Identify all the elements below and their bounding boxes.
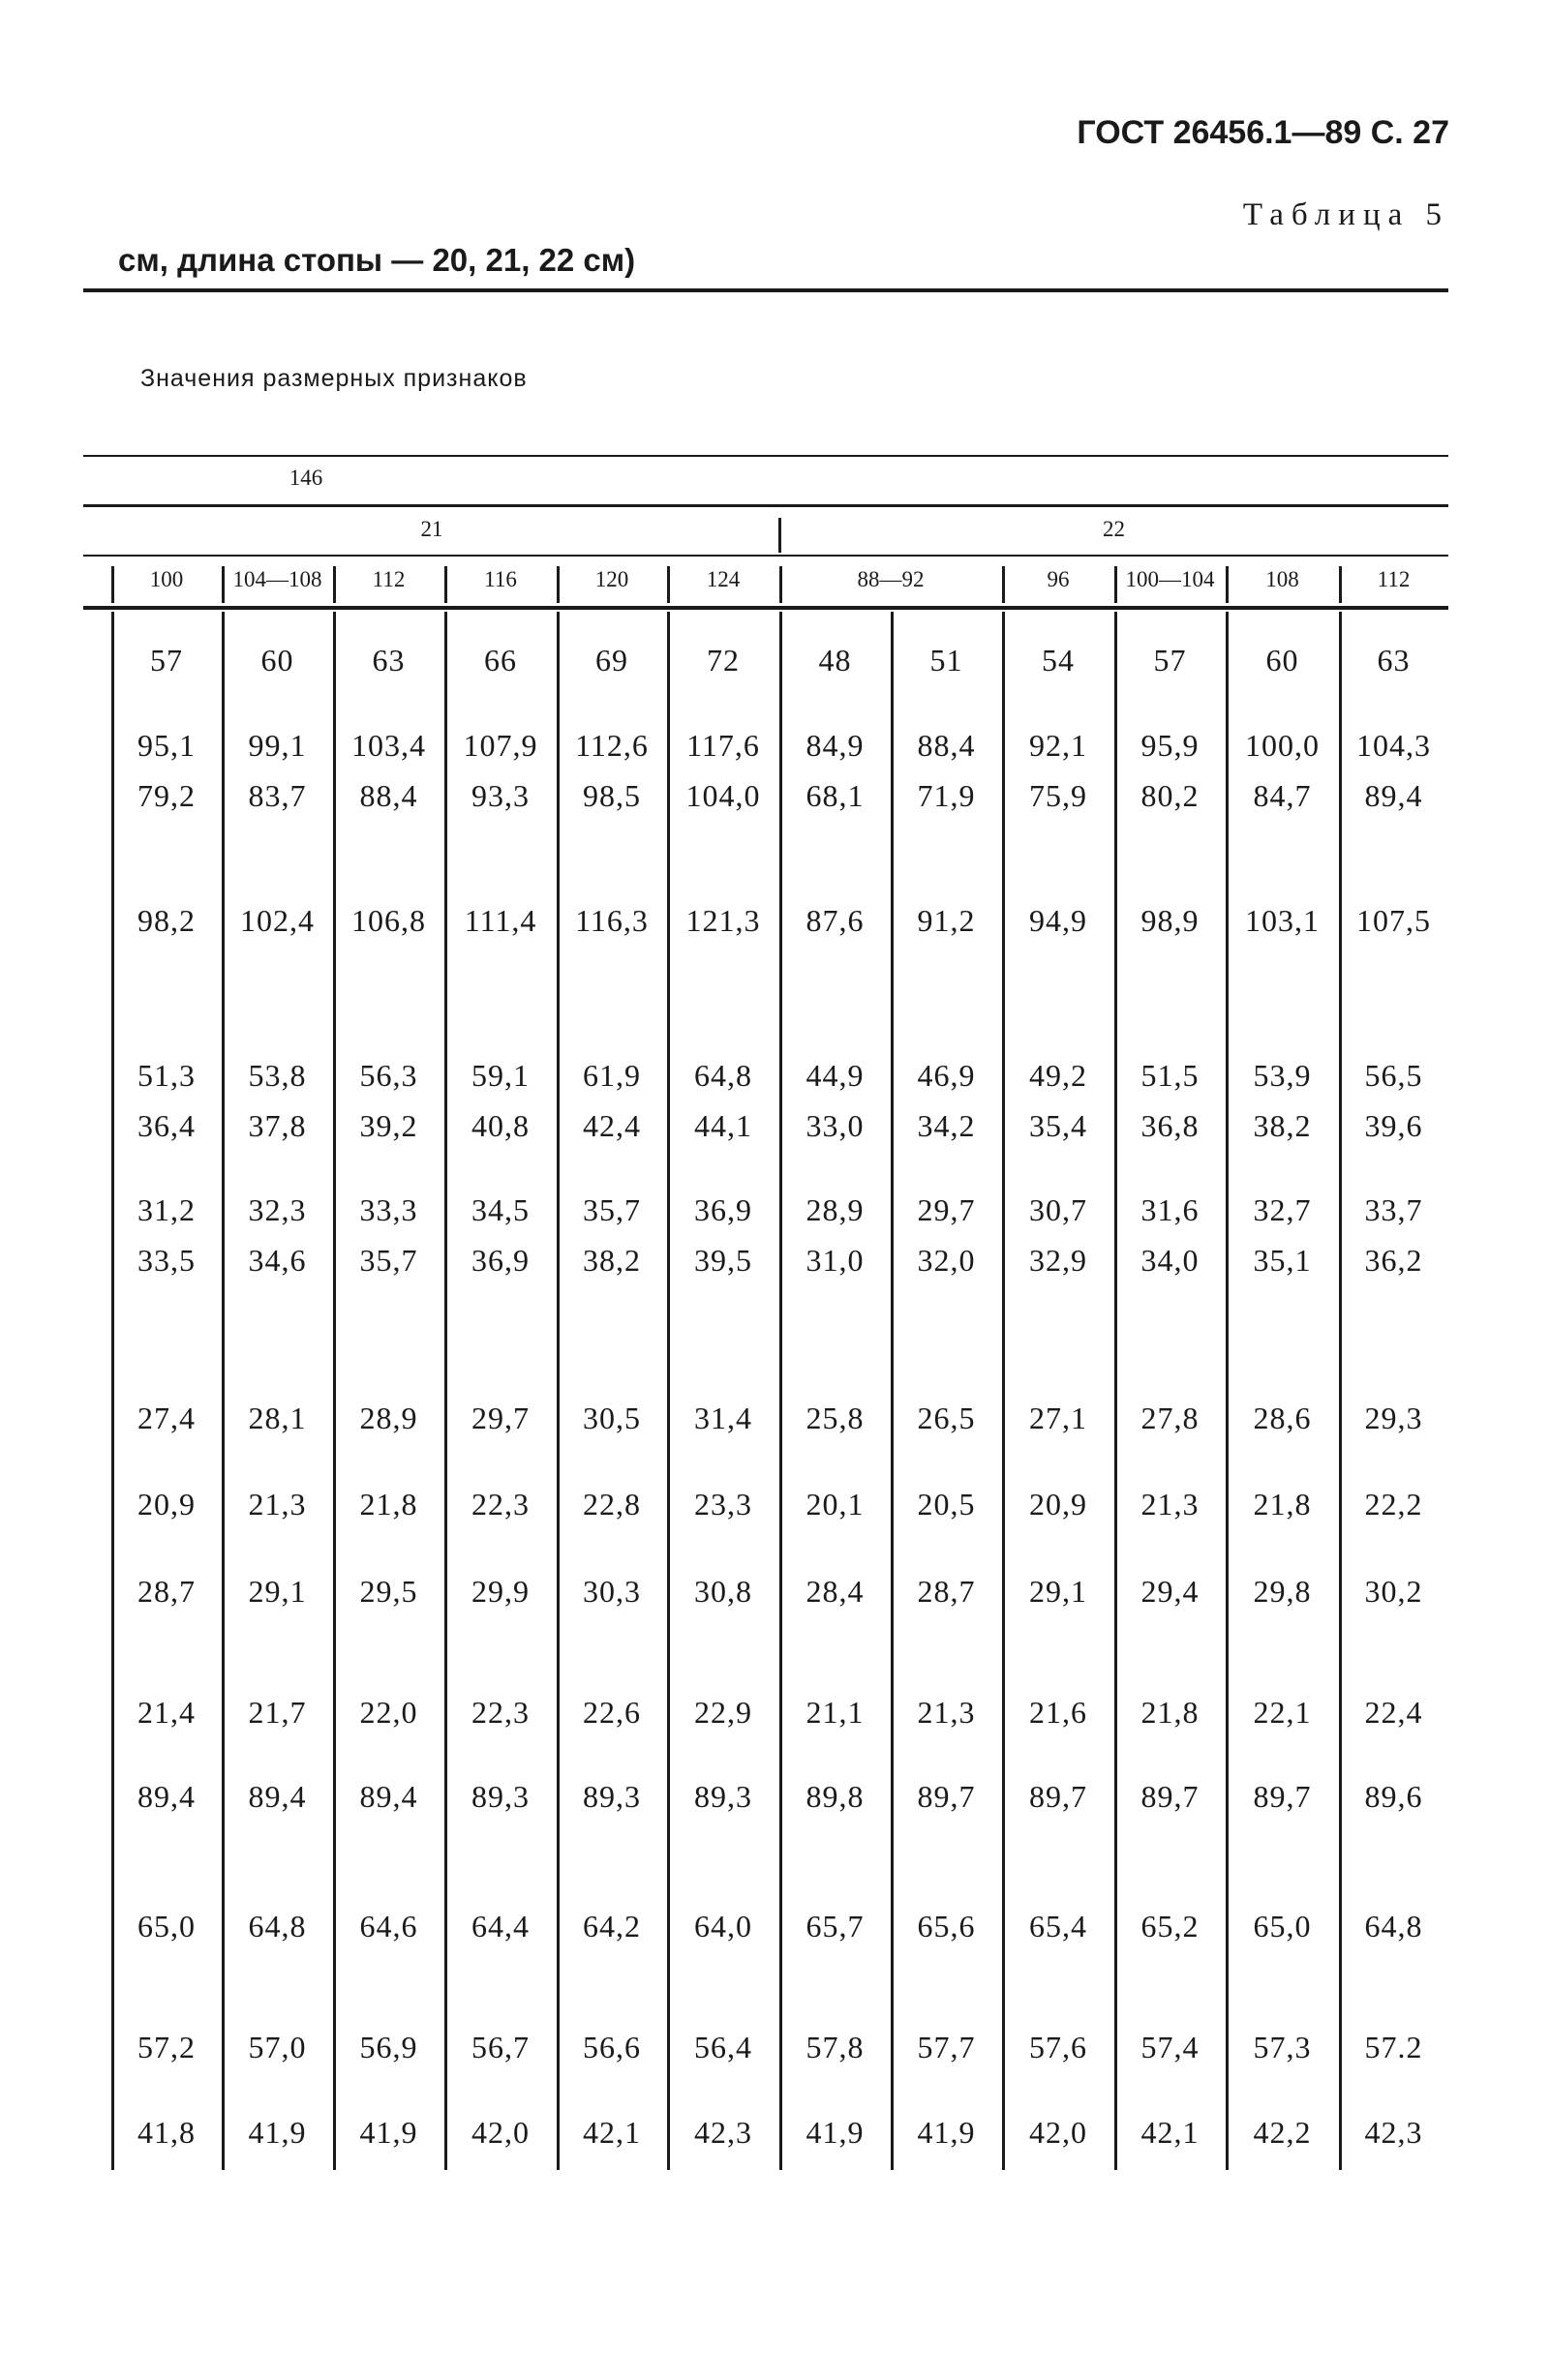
table-cell: 23,3 [694,1487,752,1521]
table-cell: 22,1 [1253,1695,1312,1730]
table-cell: 30,2 [1364,1574,1423,1609]
table-cell: 57,7 [917,2030,976,2064]
table-cell: 51 [929,643,963,678]
header-divider [778,518,781,553]
table-cell: 27,1 [1029,1401,1087,1435]
table-cell: 103,4 [351,728,426,763]
table-cell: 30,7 [1029,1192,1087,1227]
table-cell: 21,4 [137,1695,196,1730]
column-header: 112 [1377,567,1411,591]
table-cell: 21,7 [248,1695,307,1730]
table-cell: 22,2 [1364,1487,1423,1521]
header-foot-length-21: 21 [420,517,443,541]
column-header-divider [779,566,782,603]
table-cell: 94,9 [1029,903,1087,938]
table-cell: 20,1 [805,1487,865,1521]
table-cell: 41,9 [917,2115,976,2150]
table-cell: 38,2 [1253,1108,1312,1143]
table-cell: 57 [150,643,183,678]
table-cell: 92,1 [1029,728,1087,763]
table-cell: 54 [1042,643,1075,678]
table-cell: 71,9 [917,778,976,813]
table-cell: 29,1 [1029,1574,1087,1609]
table-cell: 56,5 [1364,1058,1423,1093]
column-header: 112 [372,567,406,591]
table-cell: 21,3 [917,1695,976,1730]
table-cell: 84,9 [805,728,865,763]
table-cell: 41,9 [805,2115,865,2150]
table-cell: 56,6 [583,2030,641,2064]
table-cell: 29,7 [917,1192,976,1227]
table-cell: 65,6 [917,1909,976,1943]
table-cell: 22,3 [471,1695,530,1730]
table-cell: 31,0 [805,1243,865,1278]
table-cell: 35,7 [359,1243,418,1278]
table-cell: 39,6 [1364,1108,1423,1143]
table-cell: 89,4 [137,1779,196,1814]
table-label: Таблица 5 [1242,197,1449,232]
table-cell: 39,5 [694,1243,752,1278]
table-cell: 21,1 [805,1695,865,1730]
table-cell: 42,2 [1253,2115,1312,2150]
table-cell: 84,7 [1253,778,1312,813]
table-cell: 57,6 [1029,2030,1087,2064]
table-cell: 21,8 [1253,1487,1312,1521]
table-cell: 28,7 [917,1574,976,1609]
table-cell: 121,3 [685,903,761,938]
table-cell: 53,8 [248,1058,307,1093]
table-cell: 25,8 [805,1401,865,1435]
table-cell: 42,0 [471,2115,530,2150]
table-cell: 89,7 [1140,1779,1200,1814]
column-header: 116 [484,567,517,591]
table-cell: 89,3 [583,1779,641,1814]
table-cell: 95,9 [1140,728,1200,763]
table-cell: 64,6 [359,1909,418,1943]
table-cell: 41,8 [137,2115,196,2150]
table-cell: 117,6 [686,728,760,763]
table-cell: 61,9 [583,1058,641,1093]
table-cell: 80,2 [1140,778,1200,813]
table-cell: 104,3 [1356,728,1431,763]
table-cell: 20,9 [1029,1487,1087,1521]
column-header-divider [667,566,670,603]
table-cell: 64,0 [694,1909,752,1943]
table-cell: 42,4 [583,1108,641,1143]
table-cell: 30,3 [583,1574,641,1609]
table-cell: 33,0 [805,1108,865,1143]
table-cell: 32,9 [1029,1243,1087,1278]
table-cell: 49,2 [1029,1058,1087,1093]
table-cell: 28,9 [359,1401,418,1435]
table-cell: 56,9 [359,2030,418,2064]
table-cell: 91,2 [917,903,976,938]
table-cell: 51,5 [1140,1058,1200,1093]
table-cell: 41,9 [248,2115,307,2150]
table-cell: 22,0 [359,1695,418,1730]
table-cell: 83,7 [248,778,307,813]
table-cell: 40,8 [471,1108,530,1143]
table-cell: 36,9 [471,1243,530,1278]
table-cell: 107,5 [1356,903,1431,938]
table-cell: 21,3 [248,1487,307,1521]
table-cell: 60 [260,643,294,678]
table-cell: 46,9 [917,1058,976,1093]
table-cell: 35,7 [583,1192,641,1227]
table-cell: 28,6 [1253,1401,1312,1435]
table-cell: 56,4 [694,2030,752,2064]
table-cell: 103,1 [1245,903,1320,938]
table-cell: 29,8 [1253,1574,1312,1609]
table-cell: 98,5 [583,778,641,813]
table-cell: 89,4 [1364,778,1423,813]
table-cell: 89,8 [805,1779,865,1814]
table-cell: 111,4 [464,903,537,938]
column-header: 104—108 [232,567,322,591]
table-cell: 42,3 [694,2115,752,2150]
table-cell: 36,4 [137,1108,196,1143]
table-title-fragment: см, длина стопы — 20, 21, 22 см) [118,242,636,278]
table-cell: 64,2 [583,1909,641,1943]
table-cell: 28,7 [137,1574,196,1609]
table-cell: 57,2 [137,2030,196,2064]
table-cell: 106,8 [351,903,426,938]
table-cell: 33,3 [359,1192,418,1227]
table-cell: 65,7 [805,1909,865,1943]
table-cell: 29,1 [248,1574,307,1609]
table-cell: 42,1 [1140,2115,1200,2150]
table-cell: 57,0 [248,2030,307,2064]
header-level-146: 146 [289,466,323,490]
table-cell: 30,5 [583,1401,641,1435]
table-cell: 44,1 [694,1108,752,1143]
table-cell: 64,4 [471,1909,530,1943]
header-foot-length-22: 22 [1103,517,1125,541]
table-cell: 88,4 [359,778,418,813]
table-cell: 34,6 [248,1243,307,1278]
column-header-divider [222,566,225,603]
table-cell: 28,1 [248,1401,307,1435]
table-cell: 32,7 [1253,1192,1312,1227]
table-cell: 20,5 [917,1487,976,1521]
table-cell: 89,3 [471,1779,530,1814]
table-cell: 22,6 [583,1695,641,1730]
table-cell: 29,7 [471,1401,530,1435]
table-cell: 21,8 [359,1487,418,1521]
table-cell: 22,8 [583,1487,641,1521]
table-cell: 95,1 [137,728,196,763]
table-cell: 29,5 [359,1574,418,1609]
table-cell: 27,4 [137,1401,196,1435]
table-cell: 104,0 [685,778,761,813]
table-cell: 57,8 [805,2030,865,2064]
column-header: 100—104 [1125,567,1215,591]
gost-header: ГОСТ 26456.1—89 С. 27 [1077,114,1449,151]
table-cell: 89,7 [917,1779,976,1814]
column-header-divider [1339,566,1342,603]
table-cell: 31,2 [137,1192,196,1227]
table-cell: 28,4 [805,1574,865,1609]
table-cell: 56,3 [359,1058,418,1093]
column-header: 88—92 [857,567,925,591]
table-cell: 30,8 [694,1574,752,1609]
table-cell: 31,4 [694,1401,752,1435]
table-cell: 29,3 [1364,1401,1423,1435]
table-cell: 98,9 [1140,903,1200,938]
table-cell: 22,9 [694,1695,752,1730]
table-cell: 53,9 [1253,1058,1312,1093]
table-cell: 39,2 [359,1108,418,1143]
table-cell: 36,2 [1364,1243,1423,1278]
column-header: 96 [1047,567,1070,591]
table-rule [83,555,1448,557]
table-cell: 29,4 [1140,1574,1200,1609]
table-cell: 57 [1153,643,1187,678]
table-cell: 21,8 [1140,1695,1200,1730]
table-cell: 42,0 [1029,2115,1087,2150]
table-cell: 31,6 [1140,1192,1200,1227]
table-cell: 20,9 [137,1487,196,1521]
table-cell: 89,4 [359,1779,418,1814]
table-cell: 37,8 [248,1108,307,1143]
column-header: 108 [1265,567,1299,591]
table-cell: 107,9 [463,728,538,763]
table-cell: 89,3 [694,1779,752,1814]
table-cell: 57.2 [1364,2030,1423,2064]
column-header-divider [111,566,114,603]
table-cell: 34,0 [1140,1243,1200,1278]
table-cell: 69 [595,643,628,678]
table-cell: 65,0 [137,1909,196,1943]
table-cell: 64,8 [1364,1909,1423,1943]
table-cell: 35,4 [1029,1108,1087,1143]
table-cell: 68,1 [805,778,865,813]
title-rule [83,288,1448,292]
table-cell: 64,8 [694,1058,752,1093]
table-cell: 56,7 [471,2030,530,2064]
table-cell: 34,2 [917,1108,976,1143]
table-cell: 65,0 [1253,1909,1312,1943]
table-cell: 48 [818,643,852,678]
table-cell: 33,7 [1364,1192,1423,1227]
table-cell: 32,3 [248,1192,307,1227]
table-cell: 22,4 [1364,1695,1423,1730]
table-cell: 65,2 [1140,1909,1200,1943]
column-header-divider [444,566,447,603]
table-cell: 98,2 [137,903,196,938]
table-cell: 35,1 [1253,1243,1312,1278]
table-cell: 66 [484,643,517,678]
table-cell: 79,2 [137,778,196,813]
table-cell: 42,3 [1364,2115,1423,2150]
table-cell: 28,9 [805,1192,865,1227]
table-cell: 65,4 [1029,1909,1087,1943]
table-cell: 27,8 [1140,1401,1200,1435]
table-cell: 57,4 [1140,2030,1200,2064]
table-cell: 100,0 [1245,728,1320,763]
table-cell: 44,9 [805,1058,865,1093]
table-cell: 112,6 [575,728,649,763]
table-cell: 38,2 [583,1243,641,1278]
table-rule [83,455,1448,457]
column-header: 100 [149,567,184,591]
column-header-divider [1002,566,1005,603]
column-header: 124 [706,567,741,591]
column-header-divider [333,566,336,603]
table-cell: 63 [372,643,406,678]
table-cell: 36,8 [1140,1108,1200,1143]
table-cell: 63 [1377,643,1411,678]
table-cell: 87,6 [805,903,865,938]
table-cell: 99,1 [248,728,307,763]
table-cell: 21,3 [1140,1487,1200,1521]
table-cell: 32,0 [917,1243,976,1278]
table-cell: 33,5 [137,1243,196,1278]
table-cell: 89,7 [1029,1779,1087,1814]
table-cell: 116,3 [575,903,649,938]
table-cell: 42,1 [583,2115,641,2150]
table-cell: 41,9 [359,2115,418,2150]
column-header-divider [1226,566,1229,603]
table-cell: 75,9 [1029,778,1087,813]
table-cell: 22,3 [471,1487,530,1521]
table-cell: 36,9 [694,1192,752,1227]
table-cell: 59,1 [471,1058,530,1093]
table-subtitle: Значения размерных признаков [140,365,528,392]
table-cell: 88,4 [917,728,976,763]
column-header: 120 [594,567,629,591]
table-cell: 89,6 [1364,1779,1423,1814]
column-header-divider [557,566,560,603]
column-header-divider [1114,566,1117,603]
table-cell: 89,4 [248,1779,307,1814]
table-cell: 72 [707,643,740,678]
table-cell: 60 [1265,643,1299,678]
table-cell: 102,4 [240,903,315,938]
table-rule [83,504,1448,507]
table-cell: 93,3 [471,778,530,813]
table-cell: 57,3 [1253,2030,1312,2064]
table-cell: 26,5 [917,1401,976,1435]
table-rule [83,606,1448,610]
table-cell: 89,7 [1253,1779,1312,1814]
table-cell: 51,3 [137,1058,196,1093]
table-cell: 21,6 [1029,1695,1087,1730]
table-cell: 34,5 [471,1192,530,1227]
table-cell: 64,8 [248,1909,307,1943]
table-cell: 29,9 [471,1574,530,1609]
